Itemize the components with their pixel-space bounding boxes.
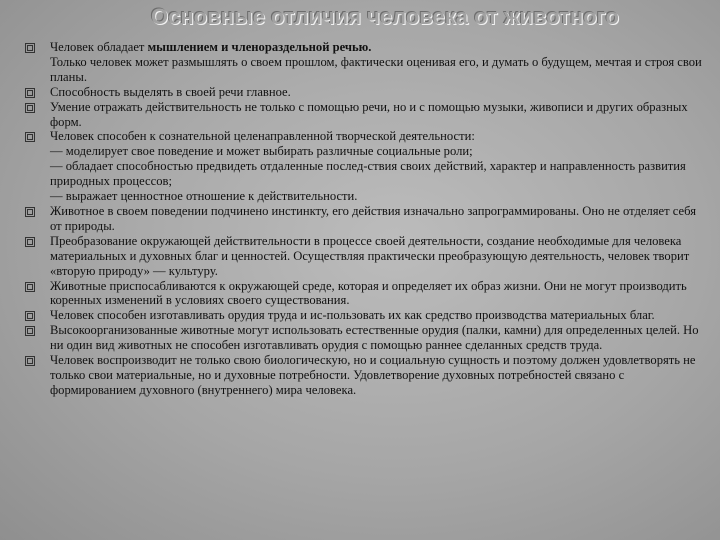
square-bullet-icon — [25, 103, 35, 113]
bullet-item — [20, 204, 710, 234]
bullet-line: Только человек может размышлять о своем прошлом, фактически оценивая его, и думать о будущем, мечтая и строя свои планы. — [50, 54, 702, 84]
bullet-line: Человек способен к сознательной целенаправленной творческой деятельности: — [50, 129, 475, 144]
bullet-line: Человек способен изготавливать орудия труда и ис-пользовать их как средство производства материальных благ. — [50, 308, 655, 323]
square-bullet-icon — [25, 311, 35, 321]
bullet-item — [20, 85, 710, 100]
bullet-item — [20, 353, 710, 398]
bullet-line: — выражает ценностное отношение к действительности. — [50, 189, 358, 204]
bullet-item — [20, 129, 710, 204]
square-bullet-icon — [25, 282, 35, 292]
square-bullet-icon — [25, 88, 35, 98]
bullet-item — [20, 40, 710, 85]
square-bullet-icon — [25, 237, 35, 247]
bullet-line: — обладает способностью предвидеть отдаленные послед-ствия своих действий, характер и направленность развития природных процессов; — [50, 159, 686, 189]
bullet-text: Человек обладает — [50, 40, 148, 54]
bullet-item — [20, 279, 710, 309]
square-bullet-icon — [25, 356, 35, 366]
bullet-item — [20, 234, 710, 279]
square-bullet-icon — [25, 43, 35, 53]
bullet-line: Человек воспроизводит не только свою биологическую, но и социальную сущность и поэтому должен удовлетворять не только свои материальные, но и духовные потребности. Удовлетворение духовных потребностей связано с формированием духовного (внутреннего) мира человека. — [50, 353, 696, 397]
bullet-item — [20, 308, 710, 323]
bullet-line: Способность выделять в своей речи главное. — [50, 84, 291, 99]
bullet-line — [50, 40, 710, 55]
bullet-list — [20, 40, 710, 398]
square-bullet-icon — [25, 132, 35, 142]
bullet-item — [20, 323, 710, 353]
bullet-line: Умение отражать действительность не только с помощью речи, но и с помощью музыки, живописи и других образных форм. — [50, 99, 688, 129]
square-bullet-icon — [25, 207, 35, 217]
bullet-line: Животные приспосабливаются к окружающей среде, которая и определяет их образ жизни. Они не могут производить коренных изменений в условиях своего существования. — [50, 278, 687, 308]
bullet-line: — моделирует свое поведение и может выбирать различные социальные роли; — [50, 144, 473, 159]
bullet-line: Преобразование окружающей действительности в процессе своей деятельности, создание необходимые для человека материальных и духовных благ и ценностей. Осуществляя практически преобразующую деятельность, человек творит «вторую природу» — культуру. — [50, 233, 690, 278]
bullet-line: Животное в своем поведении подчинено инстинкту, его действия изначально запрограммированы. Оно не отделяет себя от природы. — [50, 203, 697, 233]
square-bullet-icon — [25, 326, 35, 336]
bullet-line: Высокоорганизованные животные могут использовать естественные орудия (палки, камни) для определенных целей. Но ни один вид животных не способен изготавливать орудия с помощью раннее сделанных средств труда. — [50, 323, 699, 353]
bullet-item — [20, 100, 710, 130]
slide-title: Основные отличия человека от животного — [151, 4, 619, 28]
bullet-bold-text: мышлением и членораздельной речью. — [147, 40, 372, 54]
